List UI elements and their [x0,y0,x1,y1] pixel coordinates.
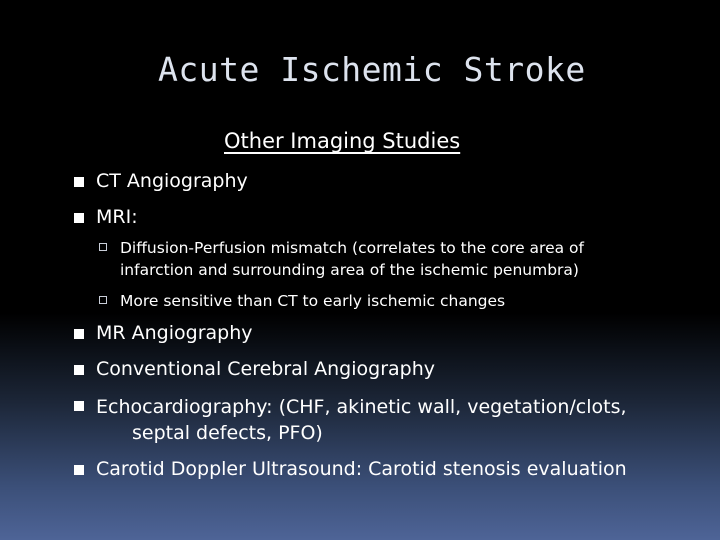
bullet-carotid-doppler [96,458,627,480]
square-bullet-icon [74,465,84,475]
bullet-text: Carotid Doppler Ultrasound: Carotid stenosis evaluation [96,458,627,480]
open-square-bullet-icon [99,243,107,251]
bullet-text: CT Angiography [96,170,248,192]
bullet-mri [96,206,138,228]
sub-bullet-text: More sensitive than CT to early ischemic changes [120,292,506,310]
bullet-cerebral-angiography [96,358,435,380]
bullet-text: Conventional Cerebral Angiography [96,358,436,380]
bullet-line2: septal defects, PFO) [132,422,323,444]
square-bullet-icon [74,329,84,339]
square-bullet-icon [74,213,84,223]
sub-bullet-more-sensitive [120,290,505,312]
square-bullet-icon [74,177,84,187]
bullet-text: MR Angiography [96,322,253,344]
open-square-bullet-icon [99,296,107,304]
slide-title: Acute Ischemic Stroke [158,50,586,89]
sub-bullet-line1: Diffusion-Perfusion mismatch (correlates to the core area of [120,239,584,257]
bullet-mr-angiography [96,322,253,344]
square-bullet-icon [74,365,84,375]
square-bullet-icon [74,401,84,411]
bullet-line1: Echocardiography: (CHF, akinetic wall, vegetation/clots, [96,396,627,418]
sub-bullet-diffusion-perfusion [120,237,584,281]
sub-bullet-line2: infarction and surrounding area of the ischemic penumbra) [120,261,579,279]
bullet-ct-angiography [96,170,248,192]
bullet-echocardiography [96,394,627,446]
bullet-text: MRI: [96,206,138,228]
slide-subtitle: Other Imaging Studies [224,129,461,153]
